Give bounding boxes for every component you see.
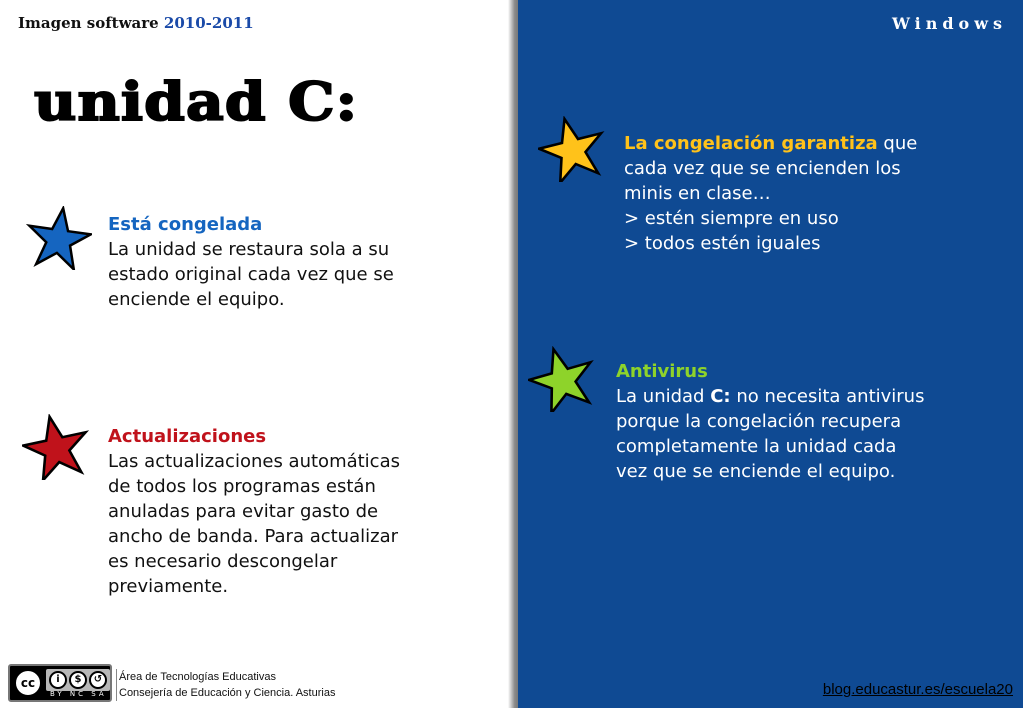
freeze-heading-rest: que	[877, 133, 918, 154]
freeze-line: > todos estén iguales	[624, 233, 821, 254]
by-icon: i	[49, 671, 67, 689]
header-os-label: Windows	[891, 14, 1007, 33]
cc-license-badge[interactable]	[8, 664, 112, 702]
credit-line: Consejería de Educación y Ciencia. Asturias	[119, 687, 336, 699]
updates-line: previamente.	[108, 576, 229, 597]
freeze-heading: La congelación garantiza	[624, 133, 878, 154]
frozen-heading: Está congelada	[108, 214, 263, 235]
freeze-line: > estén siempre en uso	[624, 208, 839, 229]
cc-license-text: BY NC SA	[50, 690, 107, 698]
updates-line: ancho de banda. Para actualizar	[108, 526, 398, 547]
green-star-icon	[528, 346, 596, 412]
antivirus-line-pre: La unidad	[616, 386, 711, 407]
page-title: unidad C:	[34, 72, 359, 133]
blue-star-icon	[26, 206, 92, 270]
antivirus-line: vez que se enciende el equipo.	[616, 461, 896, 482]
antivirus-heading: Antivirus	[616, 361, 708, 382]
frozen-line: La unidad se restaura sola a su	[108, 239, 390, 260]
credits	[116, 669, 335, 701]
frozen-block	[108, 212, 468, 312]
sa-icon: ↺	[89, 671, 107, 689]
header-label	[18, 14, 254, 32]
updates-line: de todos los programas están	[108, 476, 376, 497]
antivirus-drive-label: C:	[710, 386, 731, 407]
nc-icon: $	[69, 671, 87, 689]
frozen-line: enciende el equipo.	[108, 289, 285, 310]
blog-link[interactable]: blog.educastur.es/escuela20	[822, 681, 1013, 698]
updates-line: Las actualizaciones automáticas	[108, 451, 400, 472]
cc-icon: cc	[13, 668, 43, 698]
freeze-line: cada vez que se encienden los	[624, 158, 901, 179]
freeze-line: minis en clase…	[624, 183, 771, 204]
yellow-star-icon	[538, 116, 606, 182]
header-year: 2010-2011	[163, 14, 254, 32]
antivirus-first-line	[616, 384, 996, 409]
red-star-icon	[22, 414, 90, 480]
antivirus-block	[616, 359, 996, 484]
updates-line: es necesario descongelar	[108, 551, 338, 572]
updates-heading: Actualizaciones	[108, 426, 267, 447]
header-label-text: Imagen software	[18, 14, 159, 32]
antivirus-line-post: no necesita antivirus	[730, 386, 925, 407]
freeze-first-line	[624, 131, 994, 156]
cc-conditions	[46, 669, 110, 691]
credit-line: Área de Tecnologías Educativas	[119, 671, 276, 683]
freeze-guarantee-block	[624, 131, 994, 256]
updates-line: anuladas para evitar gasto de	[108, 501, 379, 522]
updates-block	[108, 424, 468, 599]
antivirus-line: porque la congelación recupera	[616, 411, 902, 432]
antivirus-line: completamente la unidad cada	[616, 436, 897, 457]
frozen-line: estado original cada vez que se	[108, 264, 394, 285]
